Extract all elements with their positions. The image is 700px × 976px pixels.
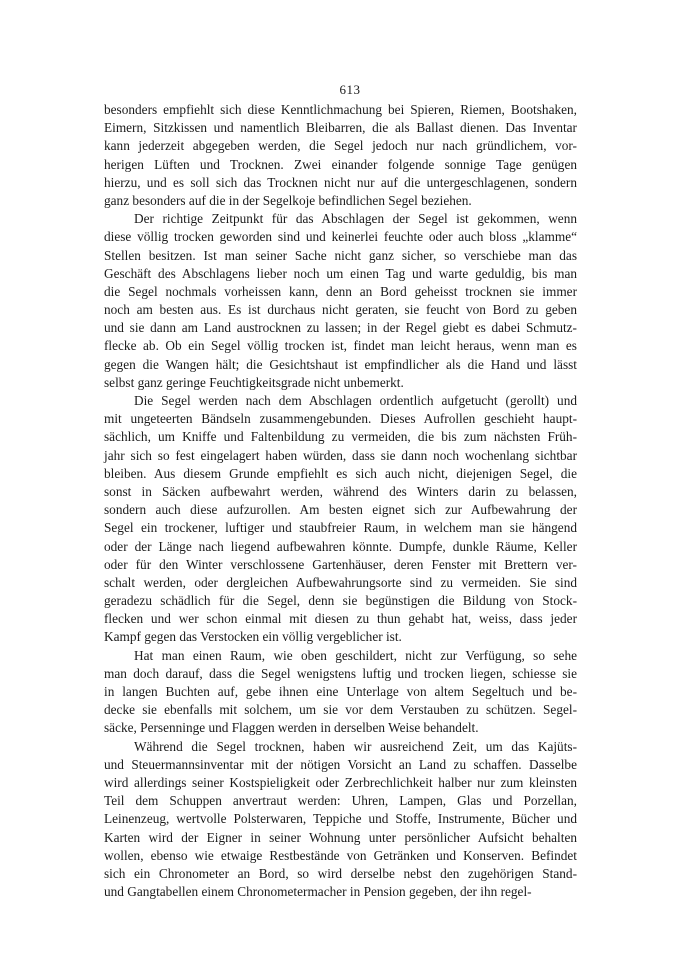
body-text — [104, 101, 577, 901]
text-line: noch am besten aus. Es ist durchaus nicht geraten, sie feucht von Bord zu geben — [104, 302, 577, 318]
paragraph — [104, 647, 577, 738]
text-line: Stellen besitzen. Ist man seiner Sache nicht ganz sicher, so verschiebe man das — [104, 247, 577, 263]
text-line: Eimern, Sitzkissen und namentlich Bleibarren, die als Ballast dienen. Das Inventar — [104, 120, 577, 136]
text-line: sich ein Chronometer an Bord, so wird derselbe nebst den zugehörigen Stand- — [104, 865, 577, 881]
text-line: in langen Buchten auf, gebe ihnen eine Unterlage von altem Segeltuch und be- — [104, 684, 577, 699]
text-line: sondern auch diese aufzurollen. Am besten eignet sich zur Aufbewahrung der — [104, 502, 577, 518]
text-line: kann jederzeit abgegeben werden, die Segel jedoch nur nach gründlichem, vor- — [104, 138, 577, 154]
paragraph — [104, 101, 577, 210]
text-line: Der richtige Zeitpunkt für das Abschlagen der Segel ist gekommen, wenn — [134, 211, 577, 227]
text-line: oder der Länge nach liegend aufbewahren könnte. Dumpfe, dunkle Räume, Keller — [104, 538, 577, 554]
text-line: und sie dann am Land austrocknen zu lassen; in der Regel giebt es dabei Schmutz- — [104, 320, 577, 336]
text-line: flecke ab. Ob ein Segel völlig trocken ist, findet man leicht heraus, wenn man es — [104, 338, 577, 354]
text-line: geradezu schädlich für die Segel, denn sie begünstigen die Bildung von Stock- — [104, 593, 577, 609]
text-line: decke sie ebenfalls mit solchem, um sie vor dem Verstauben zu schützen. Segel- — [104, 702, 577, 718]
text-line: wird allerdings seiner Kostspieligkeit oder Zerbrechlichkeit halber nur zum kleinsten — [104, 774, 577, 790]
text-line: herigen Lüften und Trocknen. Zwei einander folgende sonnige Tage genügen — [104, 156, 577, 172]
text-line: Leinenzeug, wertvolle Polsterwaren, Teppiche und Stoffe, Instrumente, Bücher und — [104, 811, 577, 827]
paragraph — [104, 392, 577, 647]
text-line: Geschäft des Abschlagens lieber noch um einen Tag und warte geduldig, bis man — [104, 265, 577, 281]
text-line: diese völlig trocken geworden sind und keinerlei feuchte oder auch bloss „klamme“ — [104, 229, 577, 245]
text-line: säcke, Persenninge und Flaggen werden in derselben Weise behandelt. — [104, 720, 479, 736]
text-line: Segel ein trockener, luftiger und staubfreier Raum, in welchem man sie hängend — [104, 520, 577, 536]
text-line: man doch darauf, dass die Segel wenigstens luftig und trocken liegen, schiesse sie — [104, 665, 577, 681]
text-line: flecken und wer schon einmal mit diesen zu thun gehabt hat, weiss, dass jeder — [104, 611, 577, 627]
text-line: Teil dem Schuppen anvertraut werden: Uhren, Lampen, Glas und Porzellan, — [104, 793, 577, 809]
text-line: Während die Segel trocknen, haben wir ausreichend Zeit, um das Kajüts- — [134, 738, 577, 754]
text-line: sächlich, um Kniffe und Faltenbildung zu vermeiden, die bis zum nächsten Früh- — [104, 429, 577, 445]
text-line: Karten wird der Eigner in seiner Wohnung unter persönlicher Aufsicht behalten — [104, 829, 577, 845]
text-line: wollen, ebenso wie etwaige Restbestände von Getränken und Konserven. Befindet — [104, 847, 577, 863]
text-line: hierzu, und es soll sich das Trocknen nicht nur auf die untergeschlagenen, sondern — [104, 174, 577, 190]
text-line: schalt werden, oder dergleichen Aufbewahrungsorte sind zu vermeiden. Sie sind — [104, 574, 577, 590]
page-number: 613 — [339, 82, 361, 97]
text-line: Hat man einen Raum, wie oben geschildert, nicht zur Verfügung, so sehe — [134, 647, 577, 663]
paragraph — [104, 738, 577, 902]
text-line: Die Segel werden nach dem Abschlagen ordentlich aufgetucht (gerollt) und — [134, 393, 577, 408]
text-line: oder für den Winter verschlossene Gartenhäuser, deren Fenster mit Brettern ver- — [104, 556, 577, 572]
text-line: besonders empfiehlt sich diese Kenntlichmachung bei Spieren, Riemen, Bootshaken, — [104, 102, 577, 117]
text-line: mit ungeteerten Bändseln zusammengebunden. Dieses Aufrollen geschieht haupt- — [104, 411, 577, 427]
text-line: und Steuermannsinventar mit der nötigen Vorsicht an Land zu schaffen. Dasselbe — [104, 756, 577, 772]
text-line: ganz besonders auf die in der Segelkoje befindlichen Segel beziehen. — [104, 192, 472, 208]
text-line: und Gangtabellen einem Chronometermacher in Pension gegeben, der ihn regel- — [104, 884, 532, 900]
text-line: die Segel nochmals vorheissen kann, denn an Bord geheisst trocknen sie immer — [104, 283, 577, 299]
text-line: gegen die Wangen hält; die Gesichtshaut ist empfindlicher als die Hand und lässt — [104, 356, 577, 372]
text-line: selbst ganz geringe Feuchtigkeitsgrade nicht unbemerkt. — [104, 374, 404, 390]
text-line: bleiben. Aus diesem Grunde empfiehlt es sich auch nicht, diejenigen Segel, die — [104, 465, 577, 481]
text-line: jahr sich so fest eingelagert haben würden, dass sie dann noch wochenlang sichtbar — [104, 447, 577, 463]
text-line: Kampf gegen das Verstocken ein völlig vergeblicher ist. — [104, 629, 402, 645]
paragraph — [104, 210, 577, 392]
text-line: sonst in Säcken aufbewahrt werden, während des Winters darin zu belassen, — [104, 483, 577, 499]
